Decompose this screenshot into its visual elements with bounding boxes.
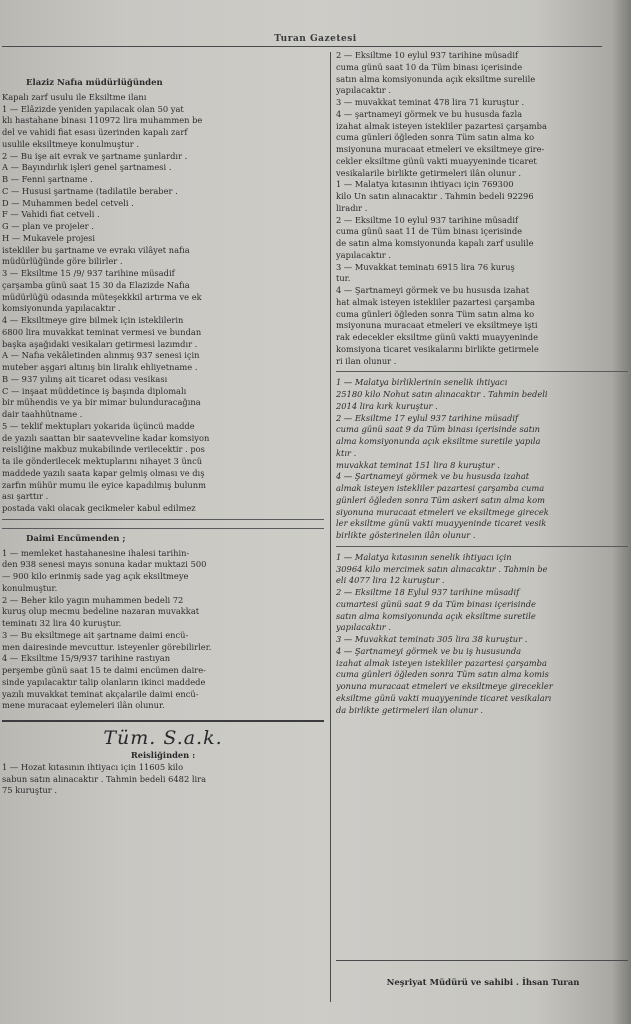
text-line: 2 — Eksiltme 10 eylul 937 tarihine müsadif xyxy=(336,50,519,60)
text-line: 1 — Malatya kıtasının senelik ihtiyacı için xyxy=(336,551,512,562)
nafia-notice-title: Elaziz Nafıa müdürlüğünden xyxy=(26,78,163,88)
text-line: yonuna muracaat etmeleri ve eksiltmeye girecekler xyxy=(336,681,553,691)
text-line: 75 kuruştur . xyxy=(2,785,58,796)
text-line: 1 — Malatya birliklerinin senelik ihtiyacı xyxy=(336,377,508,388)
daimi-notice-body xyxy=(2,548,324,713)
text-line: del ve vahidi fiat esası üzerinden kapalı zarf xyxy=(2,127,188,137)
text-line: sabun satın alınacaktır . Tahmin bedeli 6482 lira xyxy=(2,773,207,784)
text-line: 4 — şartnameyi görmek ve bu hususda fazla xyxy=(336,108,523,119)
text-line: H — Mukavele projesi xyxy=(2,232,96,243)
text-line: ta ile gönderilecek mektuplarını nihayet 3 üncü xyxy=(2,456,203,466)
text-line: cuma günleri öğleden sonra Tüm satın alma ko xyxy=(336,308,535,319)
text-line: muvakkat teminat 151 lira 8 kuruştur . xyxy=(336,459,500,470)
text-line: satın alma komsiyonunda açık eksiltme surelile xyxy=(336,73,536,84)
separator xyxy=(2,528,324,529)
text-line: 30964 kilo mercimek satın alınacaktır . Tahmin be xyxy=(336,563,548,574)
text-line: D — Muhammen bedel cetveli . xyxy=(2,197,134,208)
text-line: B — Fenni şartname . xyxy=(2,174,93,184)
text-line: 25180 kilo Nohut satın alınacaktır . Tahmin bedeli xyxy=(336,389,548,399)
text-line: yapılacaktır . xyxy=(336,249,392,260)
text-line: 4 — Eksiltme 15/9/937 tarihine rastıyan xyxy=(2,653,171,664)
text-line: çarşamba günü saat 15 30 da Elazizde Nafıa xyxy=(2,279,190,290)
text-line: vesikalarile birlikte getirmeleri ilân olunur . xyxy=(336,167,521,178)
text-line: yapılacaktır . xyxy=(336,85,392,96)
text-line: den 938 senesi mayıs sonuna kadar muktazi 500 xyxy=(2,559,207,570)
column-divider xyxy=(330,52,331,1002)
text-line: dair taahhütname . xyxy=(2,409,83,419)
text-line: de satın alma komsiyonunda kapalı zarf usulile xyxy=(336,238,534,248)
footer-rule xyxy=(336,960,628,961)
left-column xyxy=(2,78,324,797)
text-line: birlikte gösterinelen ilân olunur . xyxy=(336,530,476,540)
text-line: müdürlüğünde göre bilirler . xyxy=(2,256,123,267)
flour-notice xyxy=(336,179,628,367)
text-line: C — Hususi şartname (tadilatile beraber . xyxy=(2,185,178,196)
text-line: satın alma komsiyonunda açık eksiltme suretile xyxy=(336,610,536,621)
text-line: teminatı 32 lira 40 kuruştur. xyxy=(2,618,122,628)
text-line: 3 — Bu eksiltmege ait şartname daimi encü- xyxy=(2,629,189,640)
text-line: bir mühendis ve ya bir mimar bulunduracağına xyxy=(2,397,201,408)
right-column xyxy=(336,50,628,716)
lentil-notice xyxy=(336,552,628,717)
text-line: 4 — Şartnameyi görmek ve bu hususda izahat xyxy=(336,285,530,295)
text-line: ası şarttır . xyxy=(2,491,49,502)
text-line: başka aşağıdaki vesikaları getirmesi lazımdır . xyxy=(2,338,198,349)
publisher-footer: Neşriyat Müdürü ve sahibi . İhsan Turan xyxy=(386,978,580,988)
text-line: cuma günü saat 9 da Tüm binası içerisinde satın xyxy=(336,424,541,435)
text-line: komsiyona ticaret vesikalarını birlikte getirmele xyxy=(336,343,539,354)
text-line: izahat almak isteyen istekliler pazartesi çarşamba xyxy=(336,657,547,668)
text-line: müdürlüğü odasında müteşekkkil artırma ve ek xyxy=(2,291,202,302)
text-line: 2014 lira kırk kuruştur . xyxy=(336,400,438,411)
nafia-notice-body xyxy=(2,92,324,515)
text-line: da birlikte getirmeleri ilan olunur . xyxy=(336,704,483,715)
text-line: B — 937 yılınş ait ticaret odası vesikası xyxy=(2,373,168,384)
text-line: Kapalı zarf usulu ile Eksiltme ilanı xyxy=(2,91,147,102)
text-line: hat almak isteyen istekliler pazartesi çarşamba xyxy=(336,296,535,307)
text-line: 3 — Muvakkat teminatı 6915 lira 76 kuruş xyxy=(336,261,515,272)
text-line: cekler eksiltme günü vakti muayyeninde ticaret xyxy=(336,155,537,166)
text-line: 6800 lira muvakkat teminat vermesi ve bundan xyxy=(2,326,202,337)
text-line: klı hastahane binası 110972 lira muhammen be xyxy=(2,115,203,126)
text-line: 3 — muvakkat teminat 478 lira 71 kuruştur . xyxy=(336,97,525,107)
separator xyxy=(336,371,628,372)
text-line: 2 — Eksiltme 17 eylul 937 tarihine müsadif xyxy=(336,412,519,423)
text-line: postada vaki olacak gecikmeler kabul edilmez xyxy=(2,503,196,513)
text-line: 2 — Eksiltme 18 Eylul 937 tarihine müsadif xyxy=(336,587,520,597)
separator xyxy=(2,519,324,520)
top-rule xyxy=(2,46,602,47)
separator xyxy=(336,546,628,547)
text-line: kilo Un satın alınacaktır . Tahmin bedeli 92296 xyxy=(336,191,534,201)
text-line: liradır . xyxy=(336,202,368,213)
text-line: zarfın mühür mumu ile eyice kapadılmış bulunm xyxy=(2,479,206,490)
text-line: ler eksiltme günü vakti muayyeninde ticaret vesik xyxy=(336,518,547,529)
text-line: günleri öğleden sonra Tüm askeri satın alma kom xyxy=(336,494,545,505)
tum-sak-heading: Tüm. S.a.k. xyxy=(103,727,223,749)
text-line: 3 — Muvakkat teminatı 305 lira 38 kuruştur . xyxy=(336,634,528,644)
text-line: istekliler bu şartname ve evrakı vilâyet nafıa xyxy=(2,244,190,255)
text-line: 2 — Bu işe ait evrak ve şartname şunlardır . xyxy=(2,150,188,161)
text-line: almak isteyen istekliler pazartesi çarşamba cuma xyxy=(336,483,545,493)
text-line: 4 — Şartnameyi görmek ve bu hususda izahat xyxy=(336,471,530,482)
tum-reis-label: Reisliğinden : xyxy=(130,750,196,760)
text-line: maddede yazılı saata kapar gelmiş olması ve dış xyxy=(2,467,205,478)
text-line: kuruş olup mecmu bedeline nazaran muvakkat xyxy=(2,606,200,617)
text-line: — 900 kilo erinmiş sade yag açık eksiltmeye xyxy=(2,571,189,581)
text-line: 3 — Eksiltme 15 /9/ 937 tarihine müsadif xyxy=(2,268,175,278)
text-line: siyonuna muracaat etmeleri ve eksiltmege girecek xyxy=(336,506,549,517)
text-line: ri ilan olunur . xyxy=(336,355,397,366)
text-line: 5 — teklif mektupları yokarida üçüncü madde xyxy=(2,420,195,431)
text-line: 2 — Beher kilo yagın muhammen bedeli 72 xyxy=(2,594,184,605)
text-line: komsiyonunda yapılacaktır . xyxy=(2,303,121,314)
text-line: konulmuştur. xyxy=(2,582,58,593)
text-line: 4 — Şartnameyi görmek ve bu iş hususunda xyxy=(336,645,522,656)
text-line: msiyonuna muracaat etmeleri ve eksiltmeye işti xyxy=(336,320,538,331)
tum-notice-body xyxy=(2,762,324,797)
separator-thick xyxy=(2,720,324,722)
text-line: muteber aşgari altınış bin liralık ehliyetname . xyxy=(2,362,198,372)
chickpea-notice xyxy=(336,377,628,542)
text-line: eksiltme günü vakti muayyeninde ticaret vesikaları xyxy=(336,692,552,703)
text-line: 1 — Elâzizde yeniden yapılacak olan 50 yat xyxy=(2,103,184,114)
text-line: eli 4077 lira 12 kuruştur . xyxy=(336,575,445,586)
continued-notice xyxy=(336,50,628,179)
text-line: cuma günü saat 11 de Tüm binası içerisinde xyxy=(336,226,523,237)
text-line: C — inşaat müddetince iş başında diplomalı xyxy=(2,385,187,396)
text-line: cuma günü saat 10 da Tüm binası içerisinde xyxy=(336,61,523,72)
text-line: 2 — Eksiltme 10 eylul 937 tarihine müsadif xyxy=(336,214,519,225)
masthead: Turan Gazetesi xyxy=(274,34,357,44)
text-line: 1 — Hozat kıtasının ihtiyacı için 11605 kilo xyxy=(2,761,184,772)
text-line: ktır . xyxy=(336,447,357,458)
daimi-notice-title: Daimi Encümenden ; xyxy=(26,533,126,544)
text-line: perşembe günü saat 15 te daimi encümen daire- xyxy=(2,665,206,675)
text-line: sinde yapılacaktır talip olanların ikinci maddede xyxy=(2,676,206,687)
text-line: 1 — Malatya kıtasının ihtiyacı için 769300 xyxy=(336,179,514,190)
text-line: mene muracaat eylemeleri ilân olunur. xyxy=(2,700,165,711)
text-line: cumartesi günü saat 9 da Tüm binası içerisinde xyxy=(336,598,536,609)
text-line: yapılacaktır . xyxy=(336,622,392,633)
text-line: usulile eksiltmeye konulmuştur . xyxy=(2,138,140,149)
text-line: G — plan ve projeler . xyxy=(2,221,94,231)
text-line: 4 — Eksiltmeye gire bilmek için isteklilerin xyxy=(2,315,184,325)
text-line: 1 — memleket hastahanesine ihalesi tarihin- xyxy=(2,547,190,558)
text-line: izahat almak isteyen istekliler pazartesi çarşamba xyxy=(336,120,547,131)
text-line: reisliğine makbuz mukabilinde verilecektir . pos xyxy=(2,444,205,455)
text-line: men dairesinde mevcuttur. isteyenler görebilirler. xyxy=(2,641,212,652)
text-line: A — Bayındırlık işleri genel şartnamesi . xyxy=(2,162,172,173)
text-line: de yazılı saattan bir saatevveline kadar komsiyon xyxy=(2,432,210,443)
text-line: yazılı muvakkat teminat akçalarile daimi encü- xyxy=(2,688,199,699)
text-line: rak edecekler eksiltme günü vakti muayyeninde xyxy=(336,332,538,342)
text-line: msiyonuna muracaat etmeleri ve eksiltmeye gire- xyxy=(336,144,545,154)
text-line: alma komsiyonunda açık eksiltme suretile yapıla xyxy=(336,436,541,446)
text-line: cuma günleri öğleden sonra Tüm satın alma komis xyxy=(336,669,549,680)
text-line: cuma günleri öğleden sonra Tüm satın alma ko xyxy=(336,132,535,143)
text-line: F — Vahidi fiat cetveli . xyxy=(2,209,100,220)
text-line: tur. xyxy=(336,273,351,284)
text-line: A — Nafıa vekâletinden alınmış 937 senesi için xyxy=(2,350,200,361)
